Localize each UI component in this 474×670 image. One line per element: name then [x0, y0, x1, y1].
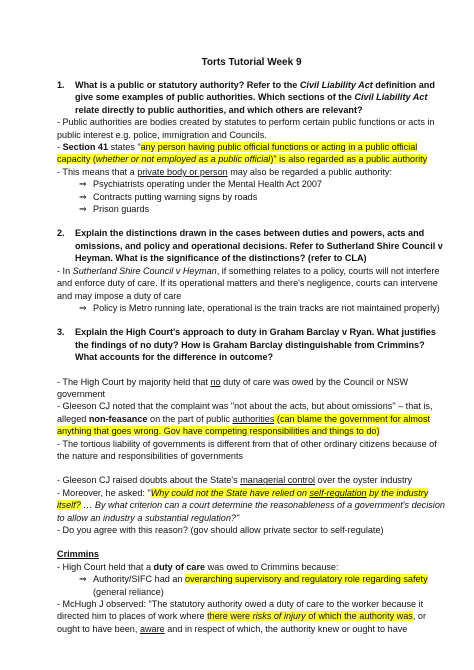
text-run: , if something relates to a policy, courts will not interfere and enforce duty of care. If its operational matters and there's negligence, courts can intervene and may impose a duty of care	[57, 265, 440, 301]
question-text-part: definition and give some examples of public authorities. Which sections of the	[75, 80, 435, 103]
arrow-bullet-icon: ⇒	[79, 302, 87, 313]
answer-paragraph	[57, 265, 446, 302]
text-run: states "	[108, 142, 141, 153]
question-text-italic: Civil Liability Act	[299, 80, 373, 90]
text-run: - Moreover, he asked: "	[57, 487, 151, 498]
text-run: Authority/SIFC had an	[93, 574, 185, 585]
question-text: Explain the distinctions drawn in the cases between duties and powers, acts and omissions, and policy and operational decisions. Refer to Sutherland Shire Council v Heyman. What is the significance of the distinctions? (refer to CLA)	[75, 228, 443, 264]
list-item	[57, 302, 446, 314]
answer-paragraph	[57, 141, 446, 166]
text-run: (general reliance)	[93, 586, 164, 597]
question-number: 2.	[57, 228, 65, 239]
underlined-run: managerial control	[240, 475, 316, 486]
text-run: may also be regarded a public authority:	[227, 166, 392, 177]
text-run: , or ought to have been,	[57, 611, 426, 634]
list-item-text: Prison guards	[93, 204, 150, 215]
highlighted-run: of which the authority was	[305, 611, 413, 622]
question-number: 3.	[57, 327, 65, 338]
answer-paragraph: - The tortious liability of governments is different from that of other ordinary citizens because of the nature and responsibilities of governments	[57, 438, 437, 461]
list-item	[57, 203, 446, 215]
question-2	[57, 227, 446, 264]
list-item	[57, 573, 446, 598]
text-run: on the part of public	[147, 413, 233, 424]
arrow-bullet-icon: ⇒	[79, 179, 87, 190]
list-item-text: Psychiatrists operating under the Mental Health Act 2007	[93, 179, 322, 190]
answer-paragraph	[57, 474, 446, 486]
list-item	[57, 191, 446, 203]
answer-paragraph	[57, 561, 446, 573]
text-run: was owed to Crimmins because:	[205, 561, 339, 572]
answer-paragraph: - Public authorities are bodies created by statutes to perform certain public functions or acts in public interest e.g. police, immigration and Councils.	[57, 117, 435, 140]
text-run: - This means that a	[57, 166, 138, 177]
question-3	[57, 326, 446, 363]
question-text	[75, 79, 446, 116]
highlighted-run: any person having public official functions or acting in a public official capacity (	[57, 142, 418, 165]
text-run: - High Court held that a	[57, 561, 154, 572]
answer-paragraph	[57, 166, 446, 178]
underlined-run: no	[210, 376, 221, 387]
question-text-italic: Civil Liability Act	[354, 92, 428, 103]
answer-paragraph: - Do you agree with this reason? (gov should allow private sector to self-regulate)	[57, 525, 384, 535]
highlighted-underlined-run: self-regulation	[309, 487, 367, 498]
answer-paragraph	[57, 400, 446, 437]
answer-paragraph	[57, 487, 446, 524]
text-run: - In	[57, 265, 73, 276]
list-item-text: Contracts putting warning signs by roads	[93, 191, 258, 202]
italic-run: … By what criterion can a court determine the reasonableness of a government's decision to allow an industry a substantial regulation?"	[57, 500, 445, 523]
section-heading: Crimmins	[57, 549, 99, 560]
text-run: over the oyster industry	[315, 475, 413, 486]
question-text-part: What is a public or statutory authority? Refer to the	[75, 80, 300, 90]
highlighted-run: )" is also regarded as a public authority	[270, 154, 428, 165]
highlighted-italic-run: risks of injury	[252, 611, 306, 622]
highlighted-run: there were	[207, 611, 253, 622]
text-run: - The High Court by majority held that	[57, 376, 211, 387]
list-item-text	[93, 573, 446, 598]
text-run: and in respect of which, the authority knew or ought to have	[164, 623, 408, 634]
highlighted-run: overarching supervisory and regulatory role regarding safety	[185, 574, 428, 585]
list-item	[57, 178, 446, 190]
italic-run: Sutherland Shire Council v Heyman	[72, 265, 217, 276]
highlighted-italic-run: whether or not employed as a public official	[95, 154, 271, 165]
text-run: - Gleeson CJ noted that the complaint was "not about the acts, but about omissions" – that is, alleged	[57, 401, 433, 424]
question-number: 1.	[57, 80, 65, 90]
bold-run: duty of care	[153, 561, 206, 572]
arrow-bullet-icon: ⇒	[79, 574, 87, 585]
text-run: -	[57, 142, 63, 153]
arrow-bullet-icon: ⇒	[79, 191, 87, 202]
question-1	[57, 79, 446, 116]
text-run: duty of care was owed by the Council or NSW government	[57, 376, 409, 399]
bold-run: non-feasance	[88, 413, 148, 424]
bold-run: Section 41	[62, 142, 109, 153]
highlighted-italic-run: by the industry itself?	[57, 487, 429, 511]
text-run: - Gleeson CJ raised doubts about the State's	[57, 475, 241, 486]
underlined-run: private body or person	[137, 166, 228, 177]
arrow-bullet-icon: ⇒	[79, 204, 87, 215]
question-text: Explain the High Court's approach to duty in Graham Barclay v Ryan. What justifies the findings of no duty? How is Graham Barclay distinguishable from Crimmins? What accounts for the difference in outcome?	[75, 327, 436, 363]
highlighted-italic-run: Why could not the State have relied on	[150, 487, 310, 498]
underlined-run: aware	[139, 623, 165, 634]
highlighted-run: (can blame the government for almost anything that goes wrong. Gov have competing responsibilities and things to do)	[57, 413, 431, 437]
question-text-part: relate directly to public authorities, and which others are relevant?	[75, 104, 363, 115]
answer-paragraph	[57, 598, 446, 635]
answer-paragraph	[57, 376, 446, 401]
underlined-run: authorities	[232, 413, 275, 424]
text-run: - McHugh J observed: "The statutory authority owed a duty of care to the worker because it directed him to places of work where	[57, 599, 424, 622]
page-title: Torts Tutorial Week 9	[201, 57, 302, 68]
list-item-text: Policy is Metro running late, operational is the train tracks are not maintained properly)	[93, 302, 440, 313]
